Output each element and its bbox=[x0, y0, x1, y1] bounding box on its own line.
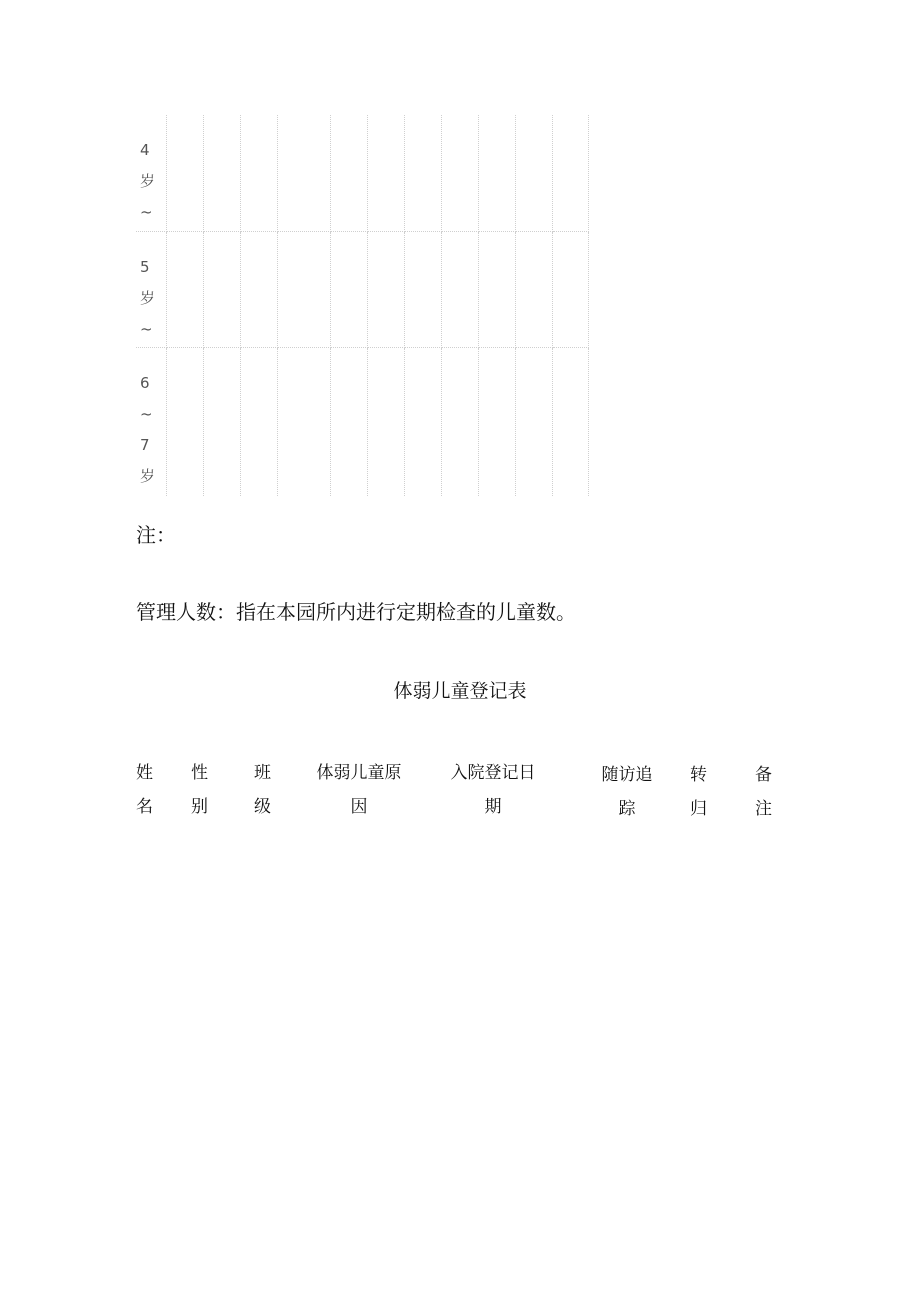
column-header-line: 因 bbox=[350, 797, 368, 817]
column-header-outcome bbox=[690, 758, 707, 826]
table-cell bbox=[441, 115, 478, 231]
table-cell bbox=[330, 231, 367, 347]
column-header-line: 备 bbox=[755, 765, 772, 785]
age-label-line: ~ bbox=[140, 203, 153, 221]
table-cell bbox=[166, 231, 203, 347]
age-label-line: 岁 bbox=[140, 172, 156, 190]
column-header-line: 名 bbox=[136, 797, 153, 817]
age-label-cell bbox=[136, 347, 166, 496]
table-cell bbox=[240, 231, 277, 347]
column-header-line: 随访追 bbox=[601, 765, 653, 785]
table-cell bbox=[367, 347, 404, 496]
table-cell bbox=[166, 115, 203, 231]
column-header-follow-up bbox=[598, 758, 656, 826]
table-cell bbox=[203, 347, 240, 496]
table-cell bbox=[552, 347, 588, 496]
table-cell bbox=[478, 347, 515, 496]
age-row-6-7 bbox=[136, 347, 588, 496]
table-cell bbox=[330, 115, 367, 231]
column-header-line: 入院登记日 bbox=[450, 763, 536, 783]
age-label-cell bbox=[136, 231, 166, 347]
age-label-line: 7 bbox=[140, 435, 150, 454]
column-header-line: 体弱儿童原 bbox=[316, 763, 402, 783]
column-header-gender bbox=[191, 756, 208, 824]
table-cell bbox=[404, 347, 441, 496]
column-header-line: 班 bbox=[254, 763, 271, 783]
column-header-weak-reason bbox=[313, 756, 405, 824]
column-header-line: 别 bbox=[191, 797, 208, 817]
table-cell bbox=[277, 231, 330, 347]
table-cell bbox=[367, 231, 404, 347]
age-row-4 bbox=[136, 115, 588, 231]
table-cell bbox=[552, 231, 588, 347]
age-label-cell bbox=[136, 115, 166, 231]
column-header-line: 转 bbox=[690, 765, 707, 785]
table-cell bbox=[166, 347, 203, 496]
table-cell bbox=[404, 231, 441, 347]
column-header-name bbox=[136, 756, 153, 824]
table-cell bbox=[203, 115, 240, 231]
table-cell bbox=[478, 231, 515, 347]
table-cell bbox=[515, 115, 552, 231]
age-label-line: 6 bbox=[140, 373, 150, 392]
table-cell bbox=[277, 115, 330, 231]
table-cell bbox=[515, 347, 552, 496]
age-label-line: ~ bbox=[140, 404, 153, 423]
column-header-line: 级 bbox=[254, 797, 271, 817]
column-header-line: 期 bbox=[484, 797, 502, 817]
table-cell bbox=[478, 115, 515, 231]
table-cell bbox=[240, 347, 277, 496]
age-label-line: 岁 bbox=[140, 466, 156, 485]
table-cell bbox=[441, 347, 478, 496]
column-header-line: 性 bbox=[191, 763, 208, 783]
register-title: 体弱儿童登记表 bbox=[393, 680, 527, 702]
table-cell bbox=[240, 115, 277, 231]
age-group-table bbox=[136, 115, 589, 496]
column-header-admission-date bbox=[446, 756, 540, 824]
table-cell bbox=[515, 231, 552, 347]
column-header-line: 姓 bbox=[136, 763, 153, 783]
table-cell bbox=[330, 347, 367, 496]
column-header-line: 踪 bbox=[618, 799, 636, 819]
management-count-note: 管理人数：指在本园所内进行定期检查的儿童数。 bbox=[136, 600, 576, 624]
column-header-line: 注 bbox=[755, 799, 772, 819]
age-label-line: 5 bbox=[140, 257, 150, 276]
table-cell bbox=[203, 231, 240, 347]
age-label-line: 岁 bbox=[140, 288, 156, 307]
column-header-class bbox=[254, 756, 271, 824]
age-row-5 bbox=[136, 231, 588, 347]
table-cell bbox=[367, 115, 404, 231]
age-label-line: 4 bbox=[140, 141, 150, 159]
table-cell bbox=[552, 115, 588, 231]
column-header-remarks bbox=[755, 758, 772, 826]
note-label: 注： bbox=[136, 523, 176, 547]
table-cell bbox=[277, 347, 330, 496]
column-header-line: 归 bbox=[690, 799, 707, 819]
age-label-line: ~ bbox=[140, 319, 153, 338]
table-cell bbox=[441, 231, 478, 347]
table-cell bbox=[404, 115, 441, 231]
